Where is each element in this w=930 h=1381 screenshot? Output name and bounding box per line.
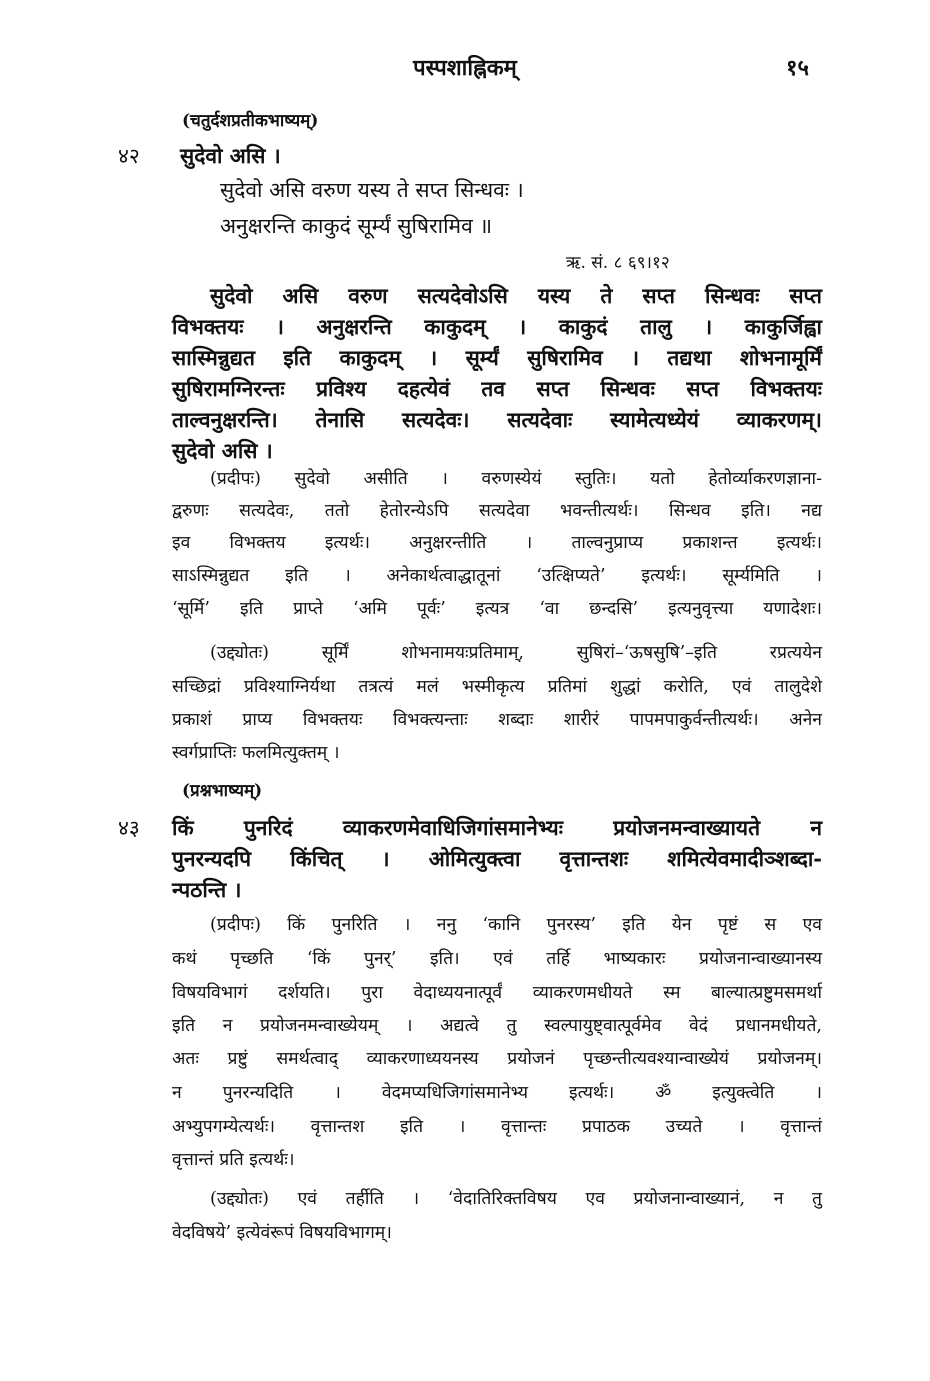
- uddyota-line: स्वर्गप्राप्तिः फलमित्युक्तम् ।: [172, 743, 340, 763]
- uddyota-line: सच्छिद्रां प्रविश्याग्निर्यथा तत्रत्यं मलं भस्मीकृत्य प्रतिमां शुद्धां करोति, एवं तालुदेशे: [172, 677, 822, 697]
- uddyota-line: प्रकाशं प्राप्य विभक्तयः विभक्त्यन्ताः शब्दाः शारीरं पापमपाकुर्वन्तीत्यर्थः। अनेन: [172, 710, 822, 730]
- verse-citation: ऋ. सं. ८ ६९।१२: [566, 253, 670, 273]
- pratika-text: सुदेवो असि ।: [180, 143, 281, 168]
- bhashya-line: ताल्वनुक्षरन्ति। तेनासि सत्यदेवः। सत्यदेवाः स्यामेत्यध्येयं व्याकरणम्।: [172, 407, 822, 432]
- pradipa-line: इति न प्रयोजनमन्वाख्येयम् । अद्यत्वे तु स्वल्पायुष्ट्वात्पूर्वमेव वेदं प्रधानमधीयते,: [172, 1016, 822, 1036]
- pradipa-line: वृत्तान्तं प्रति इत्यर्थः।: [172, 1150, 295, 1170]
- verse-line: सुदेवो असि वरुण यस्य ते सप्त सिन्धवः ।: [220, 178, 524, 202]
- pradipa-line: साऽस्मिन्नुद्यत इति । अनेकार्थत्वाद्धातूनां ‘उत्क्षिप्यते’ इत्यर्थः। सूर्म्यमिति ।: [172, 566, 822, 586]
- bhashya-line: सास्मिन्नुद्यत इति काकुदम् । सूर्म्यं सुषिरामिव । तद्यथा शोभनामूर्मिं: [172, 345, 822, 370]
- pradipa-line: इव विभक्तय इत्यर्थः। अनुक्षरन्तीति । ताल्वनुप्राप्य प्रकाशन्त इत्यर्थः।: [172, 533, 822, 553]
- uddyota-line: (उद्द्योतः) सूर्मिं शोभनामयःप्रतिमाम्, सुषिरां–‘ऊषसुषि’–इति रप्रत्ययेन: [210, 643, 822, 663]
- bhashya-line: विभक्तयः । अनुक्षरन्ति काकुदम् । काकुदं तालु । काकुर्जिह्वा: [172, 314, 822, 339]
- pradipa-line: न पुनरन्यदिति । वेदमप्यधिजिगांसमानेभ्य इत्यर्थः। ॐ इत्युक्त्वेति ।: [172, 1083, 822, 1103]
- bhashya-line: सुषिरामग्निरन्तः प्रविश्य दहत्येवं तव सप्त सिन्धवः सप्त विभक्तयः: [172, 376, 822, 401]
- running-title: पस्पशाह्निकम्: [413, 55, 517, 81]
- bhashya-line: सुदेवो असि ।: [172, 438, 273, 463]
- pradipa-line: ‘सूर्मि’ इति प्राप्ते ‘अमि पूर्वः’ इत्यत्र ‘वा छन्दसि’ इत्यनुवृत्त्या यणादेशः।: [172, 599, 822, 619]
- paragraph-number: ४३: [118, 816, 140, 840]
- pradipa-line: द्वरुणः सत्यदेवः, ततो हेतोरन्येऽपि सत्यदेवा भवन्तीत्यर्थः। सिन्धव इति। नद्य: [172, 501, 822, 521]
- bhashya-line: पुनरन्यदपि किंचित् । ओमित्युक्त्वा वृत्तान्तशः शमित्येवमादीञ्शब्दा-: [172, 846, 822, 871]
- section-heading: (चतुर्दशप्रतीकभाष्यम्): [182, 111, 319, 131]
- bhashya-line: सुदेवो असि वरुण सत्यदेवोऽसि यस्य ते सप्त सिन्धवः सप्त: [210, 283, 822, 308]
- bhashya-line: किं पुनरिदं व्याकरणमेवाधिजिगांसमानेभ्यः प्रयोजनमन्वाख्यायते न: [172, 815, 822, 840]
- section-heading: (प्रश्नभाष्यम्): [182, 781, 263, 801]
- uddyota-line: (उद्द्योतः) एवं तर्हीति । ‘वेदातिरिक्तविषय एव प्रयोजनान्वाख्यानं, न तु: [210, 1189, 822, 1209]
- page-number: १५: [786, 55, 809, 81]
- pradipa-line: विषयविभागं दर्शयति। पुरा वेदाध्ययनात्पूर्वं व्याकरणमधीयते स्म बाल्यात्प्रष्टुमसमर्था: [172, 983, 822, 1003]
- uddyota-line: वेदविषये’ इत्येवंरूपं विषयविभागम्।: [172, 1223, 392, 1243]
- pradipa-line: अतः प्रष्टुं समर्थत्वाद् व्याकरणाध्ययनस्य प्रयोजनं पृच्छन्तीत्यवश्यान्वाख्येयं प्रयोजनम्।: [172, 1049, 822, 1069]
- verse-line: अनुक्षरन्ति काकुदं सूर्म्यं सुषिरामिव ॥: [220, 214, 493, 238]
- paragraph-number: ४२: [118, 144, 140, 168]
- pradipa-line: कथं पृच्छति ‘किं पुनर्’ इति। एवं तर्हि भाष्यकारः प्रयोजनान्वाख्यानस्य: [172, 949, 822, 969]
- pradipa-line: अभ्युपगम्येत्यर्थः। वृत्तान्तश इति । वृत्तान्तः प्रपाठक उच्यते । वृत्तान्तं: [172, 1117, 822, 1137]
- pradipa-line: (प्रदीपः) सुदेवो असीति । वरुणस्येयं स्तुतिः। यतो हेतोर्व्याकरणज्ञाना-: [210, 469, 822, 489]
- pradipa-line: (प्रदीपः) किं पुनरिति । ननु ‘कानि पुनरस्य’ इति येन पृष्टं स एव: [210, 915, 822, 935]
- bhashya-line: न्पठन्ति ।: [172, 877, 242, 902]
